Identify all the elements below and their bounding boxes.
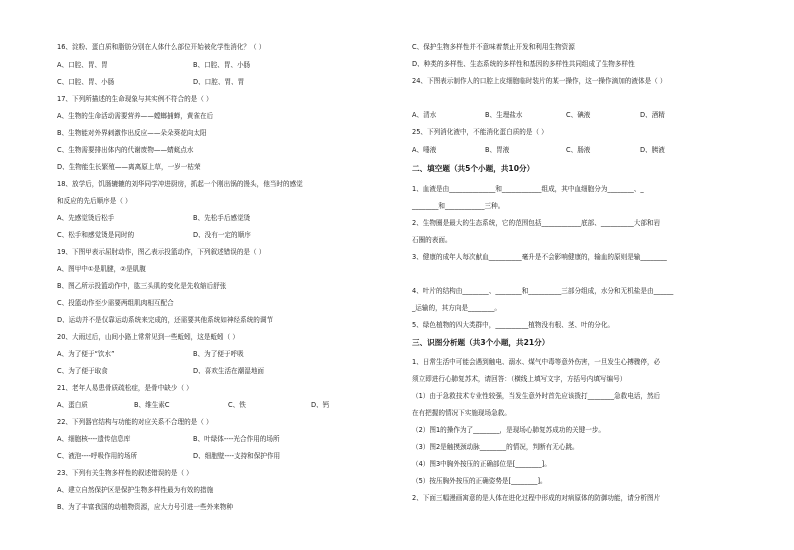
q22-option-a: A、细胞核----遗传信息库 [57, 435, 131, 443]
q25-option-b: B、胃液 [485, 146, 510, 154]
q23-option-a: A、建立自然保护区是保护生物多样性最为有效的措施 [57, 486, 214, 494]
q19-option-a: A、图甲中①是肌腱，②是肌腹 [57, 265, 146, 273]
q22-stem: 22、下列器官结构与功能的对应关系不合理的是（ ） [57, 418, 213, 426]
fill-q2-line2: 石圈的表面。 [412, 236, 452, 244]
q21-option-a: A、蛋白质 [57, 401, 88, 409]
q18-option-c: C、松手和感觉烫是同时的 [57, 231, 135, 239]
fill-q1-line2: ________和____________三种。 [412, 202, 505, 210]
diagram-q2-line1: 2、下面三幅漫画寓意的是人体在进化过程中形成的对病原体的防御功能，请分析图片 [412, 494, 661, 502]
fill-q1-line1: 1、血液是由______________和____________组成，其中血细胞分为________、_ [412, 185, 644, 193]
q21-stem: 21、老年人易患骨质疏松症，是骨中缺少（ ） [57, 384, 193, 392]
q18-option-a: A、先感觉烫后松手 [57, 214, 115, 222]
diagram-q1-sub4: （4）图3中胸外按压的正确部位是[________]。 [412, 460, 551, 468]
q17-option-d: D、生物能生长繁殖——离离原上草，一岁一枯荣 [57, 163, 201, 171]
q24-stem: 24、下图表示制作人的口腔上皮细胞临时装片的某一操作，这一操作滴加的液体是（ ） [412, 77, 667, 85]
q17-stem: 17、下列所描述的生命现象与其实例不符合的是（ ） [57, 95, 213, 103]
q19-option-b: B、图乙所示投篮动作中，肱三头肌的变化是先收缩后舒张 [57, 282, 227, 290]
q20-stem: 20、大雨过后，山间小路上常常见到一些蚯蚓，这是蚯蚓（ ） [57, 333, 239, 341]
q19-option-c: C、投篮动作至少需要两组肌肉相互配合 [57, 299, 174, 307]
q23-option-c: C、保护生物多样性并不意味着禁止开发和利用生物资源 [412, 43, 575, 51]
q19-stem: 19、下图甲表示屈肘动作，图乙表示投篮动作，下列叙述错误的是（ ） [57, 248, 266, 256]
section-diagram-title: 三、识图分析题（共3个小题，共21分） [412, 338, 550, 347]
q20-option-a: A、为了便于“饮水” [57, 350, 115, 358]
q23-stem: 23、下列有关生物多样性的叙述错误的是（ ） [57, 469, 193, 477]
q22-option-d: D、细胞壁----支持和保护作用 [193, 452, 281, 460]
q16-option-b: B、口腔、胃、小肠 [193, 61, 251, 69]
q20-option-b: B、为了便于呼吸 [193, 350, 244, 358]
q17-option-c: C、生物需要排出体内的代谢废物——蜻蜓点水 [57, 146, 194, 154]
q21-option-b: B、维生素C [134, 401, 170, 409]
q18-option-b: B、先松手后感觉烫 [193, 214, 251, 222]
q16-option-c: C、口腔、胃、小肠 [57, 78, 115, 86]
diagram-q1-sub1-line1: （1）由于急救技术专业性较强，当发生意外时首先应该拨打________急救电话，然后 [412, 392, 661, 400]
q16-option-d: D、口腔、胃、胃 [193, 78, 245, 86]
q19-option-d: D、运动并不是仅靠运动系统来完成的，还需要其他系统如神经系统的调节 [57, 316, 274, 324]
q22-option-b: B、叶绿体----光合作用的场所 [193, 435, 280, 443]
q24-option-a: A、清水 [412, 111, 437, 119]
fill-q4-line2: _运输的，其方向是________。 [412, 304, 502, 312]
fill-q5: 5、绿色植物的四大类群中，__________植物没有根、茎、叶的分化。 [412, 321, 615, 329]
q25-stem: 25、下列消化液中，不能消化蛋白质的是（ ） [412, 128, 548, 136]
fill-q4-line1: 4、叶片的结构由________、________和__________三部分组成，水分和无机盐是由______ [412, 287, 674, 295]
diagram-q1-sub3: （3）图2是触摸颈动脉________的情况，判断有无心跳。 [412, 443, 579, 451]
q23-option-b: B、为了丰富我国的动植物资源，应大力号引进一些外来物种 [57, 503, 233, 511]
q17-option-a: A、生物的生命活动需要营养——螳螂捕蝉，黄雀在后 [57, 112, 214, 120]
diagram-q1-sub1-line2: 在有把握的情况下实施现场急救。 [412, 409, 511, 417]
q18-stem-line1: 18、放学后，饥肠辘辘的刘华同学冲进厨房，抓起一个刚出锅的馒头，他当时的感觉 [57, 180, 303, 188]
q24-option-b: B、生理盐水 [485, 111, 523, 119]
q23-option-d: D、种类的多样性、生态系统的多样性和基因的多样性共同组成了生物多样性 [412, 60, 635, 68]
q25-option-a: A、唾液 [412, 146, 437, 154]
q16-stem: 16、淀粉、蛋白质和脂肪分别在人体什么部位开始被化学性消化？（ ） [57, 43, 266, 51]
q22-option-c: C、液泡----呼吸作用的场所 [57, 452, 138, 460]
q21-option-c: C、铁 [228, 401, 246, 409]
diagram-q1-sub2: （2）图1的操作为了________，是现场心肺复苏成功的关键一步。 [412, 426, 606, 434]
q25-option-d: D、胰液 [640, 146, 665, 154]
q20-option-d: D、喜欢生活在潮湿地面 [193, 367, 265, 375]
diagram-q1-line2: 须立即进行心肺复苏术，请回答：（横线上填写文字，方括号内填写编号） [412, 375, 627, 383]
q18-option-d: D、没有一定的顺序 [193, 231, 251, 239]
q25-option-c: C、肠液 [566, 146, 591, 154]
q21-option-d: D、钙 [311, 401, 330, 409]
q17-option-b: B、生物能对外界刺激作出反应——朵朵葵花向太阳 [57, 129, 207, 137]
diagram-q1-line1: 1、日常生活中可能会遇到触电、溺水、煤气中毒等意外伤害，一旦发生心搏骤停，必 [412, 358, 661, 366]
q24-option-c: C、碘液 [566, 111, 591, 119]
q24-option-d: D、酒精 [640, 111, 665, 119]
diagram-q1-sub5: （5）按压胸外按压的正确姿势是[________]。 [412, 477, 547, 485]
section-fill-in-title: 二、填空题（共5个小题，共10分） [412, 164, 535, 173]
q18-stem-line2: 和反应的先后顺序是（ ） [57, 197, 132, 205]
fill-q3: 3、健康的成年人每次献血__________毫升是不会影响健康的，输血的原则是输________ [412, 253, 667, 261]
q20-option-c: C、为了便于取食 [57, 367, 108, 375]
q16-option-a: A、口腔、胃、胃 [57, 61, 108, 69]
fill-q2-line1: 2、生物圈是最大的生态系统，它的范围包括____________底部、__________大部和岩 [412, 219, 661, 227]
